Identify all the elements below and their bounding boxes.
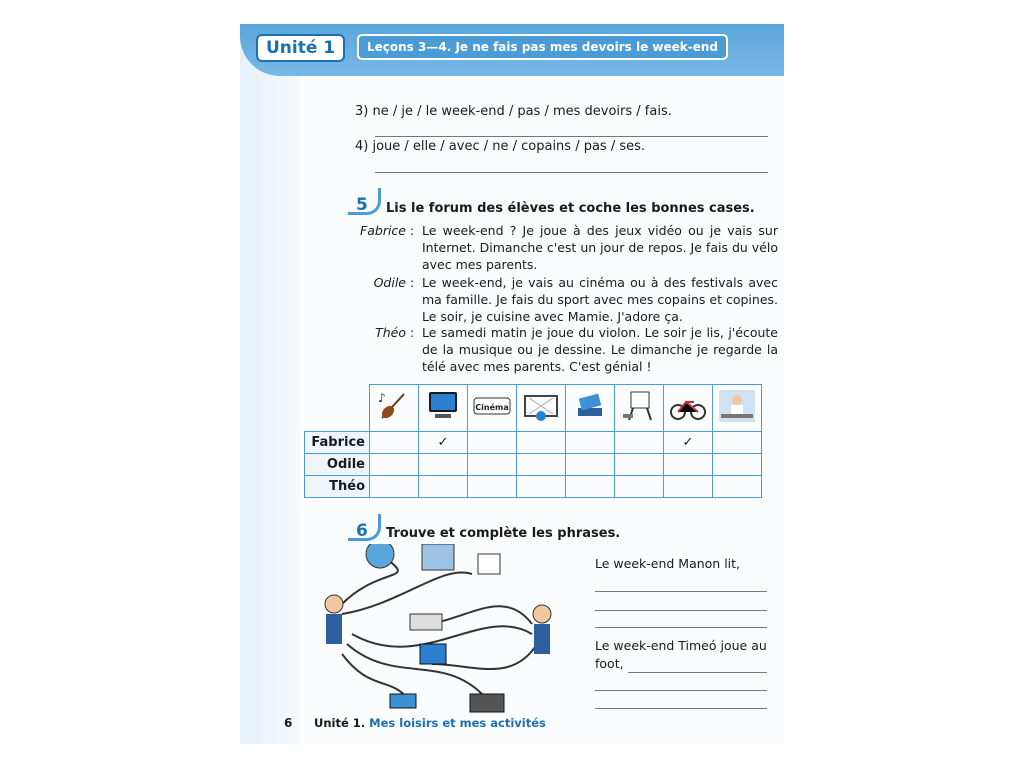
- checkbox-cell[interactable]: [664, 454, 713, 476]
- checkbox-cell[interactable]: [419, 476, 468, 498]
- forum-author: Théo: [375, 325, 406, 340]
- checkbox-cell[interactable]: [370, 454, 419, 476]
- checkbox-cell[interactable]: [419, 454, 468, 476]
- sentence-timeo: Le week-end Timeó joue au: [595, 638, 767, 653]
- maze-illustration: [302, 544, 572, 714]
- checkbox-cell[interactable]: [713, 432, 762, 454]
- checkbox-cell[interactable]: ✓: [419, 432, 468, 454]
- books-icon: [390, 694, 416, 708]
- side-band: [240, 24, 300, 744]
- row-label: Odile: [305, 454, 370, 476]
- checkbox-cell[interactable]: [370, 432, 419, 454]
- lesson-title: Leçons 3—4. Je ne fais pas mes devoirs le week-end: [357, 34, 728, 60]
- footer-unit: Unité 1.: [314, 716, 366, 730]
- activity-table: [304, 384, 762, 498]
- checkbox-cell[interactable]: ✓: [664, 432, 713, 454]
- table-row: [305, 432, 762, 454]
- answer-line[interactable]: [375, 136, 768, 137]
- checkbox-cell[interactable]: [517, 432, 566, 454]
- checkbox-cell[interactable]: [468, 476, 517, 498]
- footer-title: [314, 716, 546, 730]
- exercise-6-title: Trouve et complète les phrases.: [386, 526, 621, 541]
- castle-icon: [410, 614, 442, 630]
- sentence-timeo-2: foot,: [595, 656, 624, 671]
- exercise-6-number: 6: [356, 521, 368, 541]
- answer-line[interactable]: [595, 627, 767, 628]
- radio-icon: [470, 694, 504, 712]
- computer-icon: [420, 644, 446, 664]
- checkbox-cell[interactable]: [615, 476, 664, 498]
- row-label: Théo: [305, 476, 370, 498]
- photo-icon: [422, 544, 454, 570]
- checkbox-cell[interactable]: [468, 454, 517, 476]
- checkbox-cell[interactable]: [370, 476, 419, 498]
- unit-badge: Unité 1: [256, 34, 345, 62]
- exercise-5-title: Lis le forum des élèves et coche les bonnes cases.: [386, 201, 755, 216]
- ball-icon: [366, 544, 394, 568]
- footer-unit-title: Mes loisirs et mes activités: [369, 716, 546, 730]
- books-icon: [566, 385, 615, 432]
- sentence-item-3: 3) ne / je / le week-end / pas / mes devoirs / fais.: [355, 104, 672, 119]
- colon: :: [410, 223, 415, 238]
- violin-icon: [370, 385, 419, 432]
- checkbox-cell[interactable]: [615, 454, 664, 476]
- colon: :: [410, 325, 415, 340]
- forum-author: Odile: [373, 275, 406, 290]
- easel-icon: [615, 385, 664, 432]
- forum-text: Le week-end ? Je joue à des jeux vidéo ou je vais sur Internet. Dimanche c'est un jour de repos. Je fais du vélo avec mes parents.: [422, 223, 778, 272]
- checkbox-cell[interactable]: [566, 454, 615, 476]
- forum-post-odile: [350, 274, 778, 330]
- checkbox-cell[interactable]: [566, 476, 615, 498]
- forum-text: Le week-end, je vais au cinéma ou à des festivals avec ma famille. Je fais du sport avec mes copains et copines. Le soir, je cuisine avec Mamie. J'adore ça.: [422, 275, 778, 324]
- boy-body: [534, 624, 550, 654]
- answer-line[interactable]: [628, 672, 767, 673]
- answer-line[interactable]: [595, 610, 767, 611]
- boy-figure: [533, 605, 551, 623]
- forum-post-fabrice: [350, 222, 778, 278]
- computer-icon: [419, 385, 468, 432]
- girl-figure: [325, 595, 343, 613]
- cinema-sign-icon: [468, 385, 517, 432]
- cooking-icon: [713, 385, 762, 432]
- football-goal-icon: [517, 385, 566, 432]
- checkbox-cell[interactable]: [615, 432, 664, 454]
- workbook-page: [240, 24, 784, 744]
- icon-row: [305, 385, 762, 432]
- forum-text: Le samedi matin je joue du violon. Le soir je lis, j'écoute de la musique ou je dessine. Le dimanche je regarde la télé avec mes parents. C'est génial !: [422, 325, 778, 374]
- forum-author: Fabrice: [360, 223, 406, 238]
- sentence-manon: Le week-end Manon lit,: [595, 556, 741, 571]
- checkbox-cell[interactable]: [468, 432, 517, 454]
- checkbox-cell[interactable]: [713, 454, 762, 476]
- sentence-item-4: 4) joue / elle / avec / ne / copains / pas / ses.: [355, 139, 646, 154]
- page-number: 6: [284, 716, 293, 730]
- checkbox-cell[interactable]: [517, 476, 566, 498]
- exercise-5-number: 5: [356, 195, 368, 215]
- answer-line[interactable]: [375, 172, 768, 173]
- answer-line[interactable]: [595, 591, 767, 592]
- svg-text:♪: ♪: [378, 391, 386, 405]
- easel-icon: [478, 554, 500, 574]
- answer-line[interactable]: [595, 708, 767, 709]
- answer-line[interactable]: [595, 690, 767, 691]
- checkbox-cell[interactable]: [517, 454, 566, 476]
- colon: :: [410, 275, 415, 290]
- checkbox-cell[interactable]: [713, 476, 762, 498]
- svg-text:Cinéma: Cinéma: [475, 403, 509, 412]
- row-label: Fabrice: [305, 432, 370, 454]
- girl-body: [326, 614, 342, 644]
- checkbox-cell[interactable]: [566, 432, 615, 454]
- corner-cell: [305, 385, 370, 432]
- checkbox-cell[interactable]: [664, 476, 713, 498]
- bicycle-icon: [664, 385, 713, 432]
- table-row: [305, 476, 762, 498]
- table-row: [305, 454, 762, 476]
- forum-post-theo: [350, 324, 778, 380]
